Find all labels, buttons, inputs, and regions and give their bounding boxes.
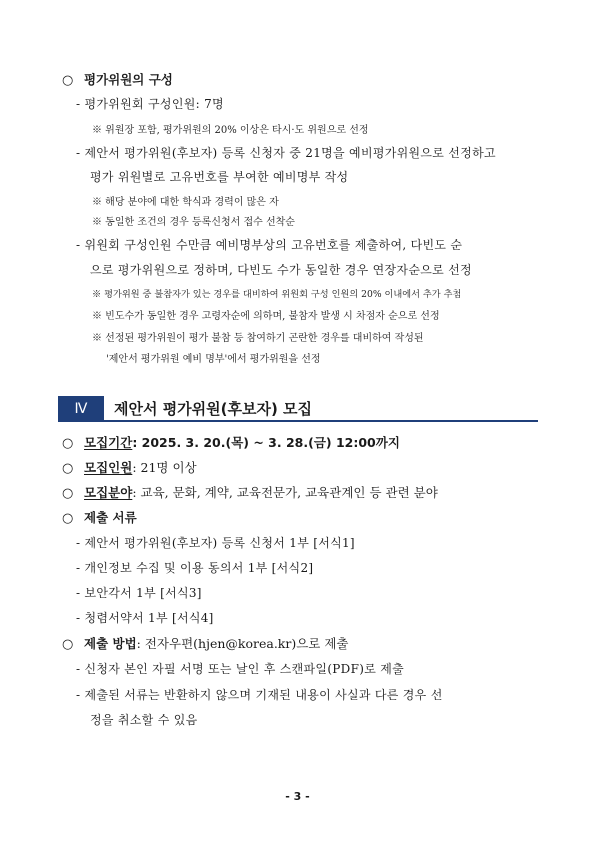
field-label: 모집분야	[84, 485, 133, 500]
doc-item: - 제안서 평가위원(후보자) 등록 신청서 1부 [서식1]	[76, 536, 355, 550]
method-value: : 전자우편(hjen@korea.kr)으로 제출	[136, 636, 349, 651]
doc-item: - 청렴서약서 1부 [서식4]	[76, 611, 214, 625]
method-label: 제출 방법	[84, 636, 137, 651]
composition-note-continuation: '제안서 평가위원 예비 명부'에서 평가위원을 선정	[106, 354, 321, 365]
circle-bullet: ○	[62, 461, 74, 476]
doc-item: - 보안각서 1부 [서식3]	[76, 586, 202, 600]
circle-bullet: ○	[62, 73, 74, 88]
page-number: - 3 -	[285, 790, 310, 803]
composition-heading	[62, 70, 173, 88]
circle-bullet: ○	[62, 511, 74, 526]
section-iv-header	[58, 396, 538, 422]
method-item: - 제출된 서류는 반환하지 않으며 기재된 내용이 사실과 다른 경우 선	[76, 688, 443, 702]
composition-dash-item: - 평가위원회 구성인원: 7명	[76, 97, 224, 111]
period-value: : 2025. 3. 20.(목) ~ 3. 28.(금) 12:00까지	[132, 435, 400, 450]
composition-continuation: 평가 위원별로 고유번호를 부여한 예비명부 작성	[90, 170, 349, 184]
composition-note: ※ 동일한 조건의 경우 등록신청서 접수 선착순	[92, 217, 295, 228]
submit-method	[62, 634, 349, 652]
method-item: - 신청자 본인 자필 서명 또는 날인 후 스캔파일(PDF)로 제출	[76, 662, 405, 676]
composition-dash-item: - 위원회 구성인원 수만큼 예비명부상의 고유번호를 제출하여, 다빈도 순	[76, 238, 463, 252]
composition-note: ※ 해당 분야에 대한 학식과 경력이 많은 자	[92, 197, 279, 208]
composition-note: ※ 위원장 포함, 평가위원의 20% 이상은 타시·도 위원으로 선정	[92, 125, 369, 136]
count-value: : 21명 이상	[132, 460, 197, 475]
section-number: Ⅳ	[58, 396, 104, 422]
recruit-count	[62, 458, 197, 476]
docs-title: 제출 서류	[84, 510, 137, 525]
field-value: : 교육, 문화, 계약, 교육전문가, 교육관계인 등 관련 분야	[132, 485, 438, 500]
method-item-continuation: 정을 취소할 수 있음	[90, 713, 198, 727]
count-label: 모집인원	[84, 460, 133, 475]
section-title: 제안서 평가위원(후보자) 모집	[114, 400, 313, 418]
recruit-period	[62, 433, 400, 451]
circle-bullet: ○	[62, 436, 74, 451]
composition-note: ※ 평가위원 중 불참자가 있는 경우를 대비하여 위원회 구성 인원의 20% 이내에서 추가 추첨	[92, 289, 462, 300]
section-underline	[104, 420, 538, 422]
docs-heading	[62, 508, 137, 526]
composition-title: 평가위원의 구성	[84, 72, 173, 87]
composition-note: ※ 선정된 평가위원이 평가 불참 등 참여하기 곤란한 경우를 대비하여 작성된	[92, 333, 424, 344]
recruit-field	[62, 483, 438, 501]
composition-dash-item: - 제안서 평가위원(후보자) 등록 신청자 중 21명을 예비평가위원으로 선정하고	[76, 146, 496, 160]
composition-note: ※ 빈도수가 동일한 경우 고령자순에 의하며, 불참자 발생 시 차점자 순으로 선정	[92, 311, 440, 322]
composition-continuation: 으로 평가위원으로 정하며, 다빈도 수가 동일한 경우 연장자순으로 선정	[90, 263, 472, 277]
circle-bullet: ○	[62, 637, 74, 652]
period-label: 모집기간	[84, 435, 133, 450]
circle-bullet: ○	[62, 486, 74, 501]
doc-item: - 개인정보 수집 및 이용 동의서 1부 [서식2]	[76, 561, 314, 575]
